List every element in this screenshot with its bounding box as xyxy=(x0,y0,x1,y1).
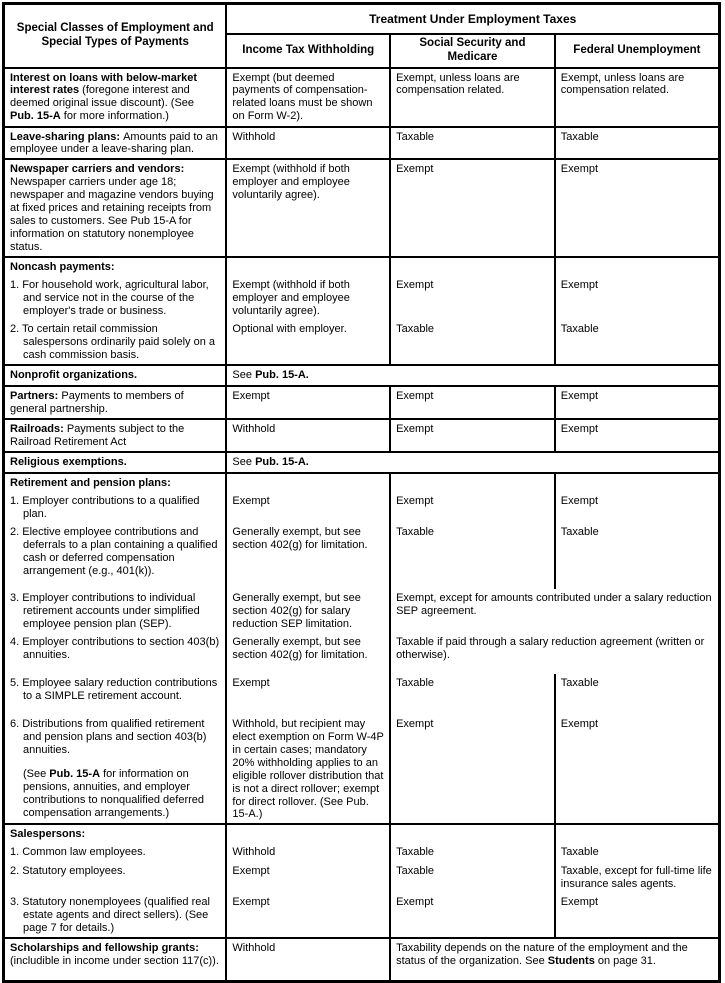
header-treatment-title: Treatment Under Employment Taxes xyxy=(226,4,719,34)
cell-nonprofit-all: See Pub. 15-A. xyxy=(226,365,719,386)
cell-sp3-ss: Exempt xyxy=(390,893,555,938)
cell-leave-label: Leave-sharing plans: Amounts paid to an employee under a leave-sharing plan. xyxy=(4,127,227,160)
cell-retirement-heading: Retirement and pension plans: xyxy=(4,473,227,492)
cell-sp2-label: 2. Statutory employees. xyxy=(4,862,227,893)
row-retirement-item2 xyxy=(4,523,720,589)
cell-ret3-label: 3. Employer contributions to individual retirement accounts under simplified employee pension plan (SEP). xyxy=(4,589,227,633)
cell-partners-futa: Exempt xyxy=(555,386,720,419)
cell-railroads-itw: Withhold xyxy=(226,419,390,452)
cell-railroads-futa: Exempt xyxy=(555,419,720,452)
cell-ret5-label: 5. Employee salary reduction contributions to a SIMPLE retirement account. xyxy=(4,674,227,715)
header-special-classes: Special Classes of Employment and Special Types of Payments xyxy=(4,4,227,68)
cell-ret2-itw: Generally exempt, but see section 402(g) for limitation. xyxy=(226,523,390,589)
row-partners xyxy=(4,386,720,419)
row-religious xyxy=(4,452,720,473)
cell-sp1-ss: Taxable xyxy=(390,843,555,862)
cell-noncash1-futa: Exempt xyxy=(555,276,720,320)
row-retirement-item3 xyxy=(4,589,720,633)
cell-interest-itw: Exempt (but deemed payments of compensation-related loans must be shown on Form W-2). xyxy=(226,68,390,127)
cell-sp1-label: 1. Common law employees. xyxy=(4,843,227,862)
cell-ret5-itw: Exempt xyxy=(226,674,390,715)
row-salespersons-item2 xyxy=(4,862,720,893)
cell-sp1-itw: Withhold xyxy=(226,843,390,862)
cell-scholarships-label: Scholarships and fellowship grants: (includible in income under section 117(c)). xyxy=(4,938,227,981)
row-salespersons-item1 xyxy=(4,843,720,862)
cell-ret1-itw: Exempt xyxy=(226,492,390,523)
row-retirement-item1 xyxy=(4,492,720,523)
cell-retirement-heading-itw xyxy=(226,473,390,492)
row-nonprofit xyxy=(4,365,720,386)
cell-ret2-futa: Taxable xyxy=(555,523,720,589)
cell-sp3-futa: Exempt xyxy=(555,893,720,938)
cell-ret2-ss: Taxable xyxy=(390,523,555,589)
row-retirement-heading xyxy=(4,473,720,492)
row-salespersons-heading xyxy=(4,824,720,843)
cell-noncash-heading: Noncash payments: xyxy=(4,257,227,276)
header-federal-unemployment: Federal Unemployment xyxy=(555,34,720,68)
cell-retirement-heading-ss xyxy=(390,473,555,492)
cell-ret6-futa: Exempt xyxy=(555,715,720,825)
cell-interest-label: Interest on loans with below-market interest rates (foregone interest and deemed original issue discount). (See Pub. 15-A for more information.) xyxy=(4,68,227,127)
cell-ret3-itw: Generally exempt, but see section 402(g) for salary reduction SEP limitation. xyxy=(226,589,390,633)
cell-newspaper-futa: Exempt xyxy=(555,159,720,257)
cell-railroads-ss: Exempt xyxy=(390,419,555,452)
cell-ret4-itw: Generally exempt, but see section 402(g) for limitation. xyxy=(226,633,390,674)
row-retirement-item4 xyxy=(4,633,720,674)
cell-noncash-heading-futa xyxy=(555,257,720,276)
cell-noncash2-ss: Taxable xyxy=(390,320,555,365)
cell-noncash1-ss: Exempt xyxy=(390,276,555,320)
cell-salespersons-heading-ss xyxy=(390,824,555,843)
cell-religious-label: Religious exemptions. xyxy=(4,452,227,473)
row-leave-sharing xyxy=(4,127,720,160)
cell-scholarships-itw: Withhold xyxy=(226,938,390,981)
cell-newspaper-label: Newspaper carriers and vendors: Newspaper carriers under age 18; newspaper and magazine vendors buying at fixed prices and retaining receipts from sales to customers. See Pub 15-A for information on statutory nonemployee status. xyxy=(4,159,227,257)
cell-sp2-itw: Exempt xyxy=(226,862,390,893)
cell-ret5-futa: Taxable xyxy=(555,674,720,715)
cell-ret4-label: 4. Employer contributions to section 403(b) annuities. xyxy=(4,633,227,674)
cell-interest-ss: Exempt, unless loans are compensation related. xyxy=(390,68,555,127)
cell-sp3-itw: Exempt xyxy=(226,893,390,938)
cell-partners-ss: Exempt xyxy=(390,386,555,419)
cell-partners-itw: Exempt xyxy=(226,386,390,419)
row-railroads xyxy=(4,419,720,452)
cell-ret6-label: 6. Distributions from qualified retirement and pension plans and section 403(b) annuities. (See Pub. 15-A for information on pensions, annuities, and employer contributions to nonqualified deferred compensation arrangements.) xyxy=(4,715,227,825)
cell-railroads-label: Railroads: Payments subject to the Railroad Retirement Act xyxy=(4,419,227,452)
cell-salespersons-heading-futa xyxy=(555,824,720,843)
cell-sp1-futa: Taxable xyxy=(555,843,720,862)
cell-noncash1-label: 1. For household work, agricultural labor, and service not in the course of the employer's trade or business. xyxy=(4,276,227,320)
cell-ret6-itw: Withhold, but recipient may elect exemption on Form W-4P in certain cases; mandatory 20% withholding applies to an eligible rollover distribution that is not a direct rollover; exempt for direct rollover. (See Pub. 15-A.) xyxy=(226,715,390,825)
cell-scholarships-merged: Taxability depends on the nature of the employment and the status of the organization. See Students on page 31. xyxy=(390,938,719,981)
header-row-top xyxy=(4,4,720,34)
row-scholarships xyxy=(4,938,720,981)
row-noncash-item2 xyxy=(4,320,720,365)
cell-noncash2-itw: Optional with employer. xyxy=(226,320,390,365)
cell-leave-ss: Taxable xyxy=(390,127,555,160)
row-newspaper xyxy=(4,159,720,257)
cell-noncash-heading-ss xyxy=(390,257,555,276)
cell-retirement-heading-futa xyxy=(555,473,720,492)
cell-ret1-futa: Exempt xyxy=(555,492,720,523)
cell-salespersons-heading-itw xyxy=(226,824,390,843)
cell-ret3-merged: Exempt, except for amounts contributed under a salary reduction SEP agreement. xyxy=(390,589,719,633)
header-social-security-medicare: Social Security and Medicare xyxy=(390,34,555,68)
cell-ret5-ss: Taxable xyxy=(390,674,555,715)
cell-noncash-heading-itw xyxy=(226,257,390,276)
row-retirement-item5 xyxy=(4,674,720,715)
cell-ret2-label: 2. Elective employee contributions and deferrals to a plan containing a qualified cash or deferred compensation arrangement (e.g., 401(k)). xyxy=(4,523,227,589)
retirement-note: (See Pub. 15-A for information on pensions, annuities, and employer contributions to nonqualified deferred compensation arrangements.) xyxy=(23,767,205,819)
cell-sp3-label: 3. Statutory nonemployees (qualified real estate agents and direct sellers). (See page 7 for details.) xyxy=(4,893,227,938)
cell-newspaper-itw: Exempt (withhold if both employer and employee voluntarily agree). xyxy=(226,159,390,257)
header-income-tax-withholding: Income Tax Withholding xyxy=(226,34,390,68)
cell-noncash1-itw: Exempt (withhold if both employer and employee voluntarily agree). xyxy=(226,276,390,320)
row-salespersons-item3 xyxy=(4,893,720,938)
row-retirement-item6 xyxy=(4,715,720,825)
cell-newspaper-ss: Exempt xyxy=(390,159,555,257)
row-noncash-heading xyxy=(4,257,720,276)
cell-sp2-ss: Taxable xyxy=(390,862,555,893)
cell-ret4-merged: Taxable if paid through a salary reduction agreement (written or otherwise). xyxy=(390,633,719,674)
cell-salespersons-heading: Salespersons: xyxy=(4,824,227,843)
cell-religious-all: See Pub. 15-A. xyxy=(226,452,719,473)
cell-interest-futa: Exempt, unless loans are compensation related. xyxy=(555,68,720,127)
cell-nonprofit-label: Nonprofit organizations. xyxy=(4,365,227,386)
cell-partners-label: Partners: Payments to members of general partnership. xyxy=(4,386,227,419)
cell-noncash2-futa: Taxable xyxy=(555,320,720,365)
row-interest xyxy=(4,68,720,127)
employment-tax-treatment-table xyxy=(2,2,721,983)
cell-noncash2-label: 2. To certain retail commission salespersons ordinarily paid solely on a cash commission basis. xyxy=(4,320,227,365)
row-noncash-item1 xyxy=(4,276,720,320)
cell-sp2-futa: Taxable, except for full-time life insurance sales agents. xyxy=(555,862,720,893)
cell-ret6-ss: Exempt xyxy=(390,715,555,825)
cell-leave-itw: Withhold xyxy=(226,127,390,160)
cell-ret1-label: 1. Employer contributions to a qualified plan. xyxy=(4,492,227,523)
cell-ret1-ss: Exempt xyxy=(390,492,555,523)
cell-leave-futa: Taxable xyxy=(555,127,720,160)
